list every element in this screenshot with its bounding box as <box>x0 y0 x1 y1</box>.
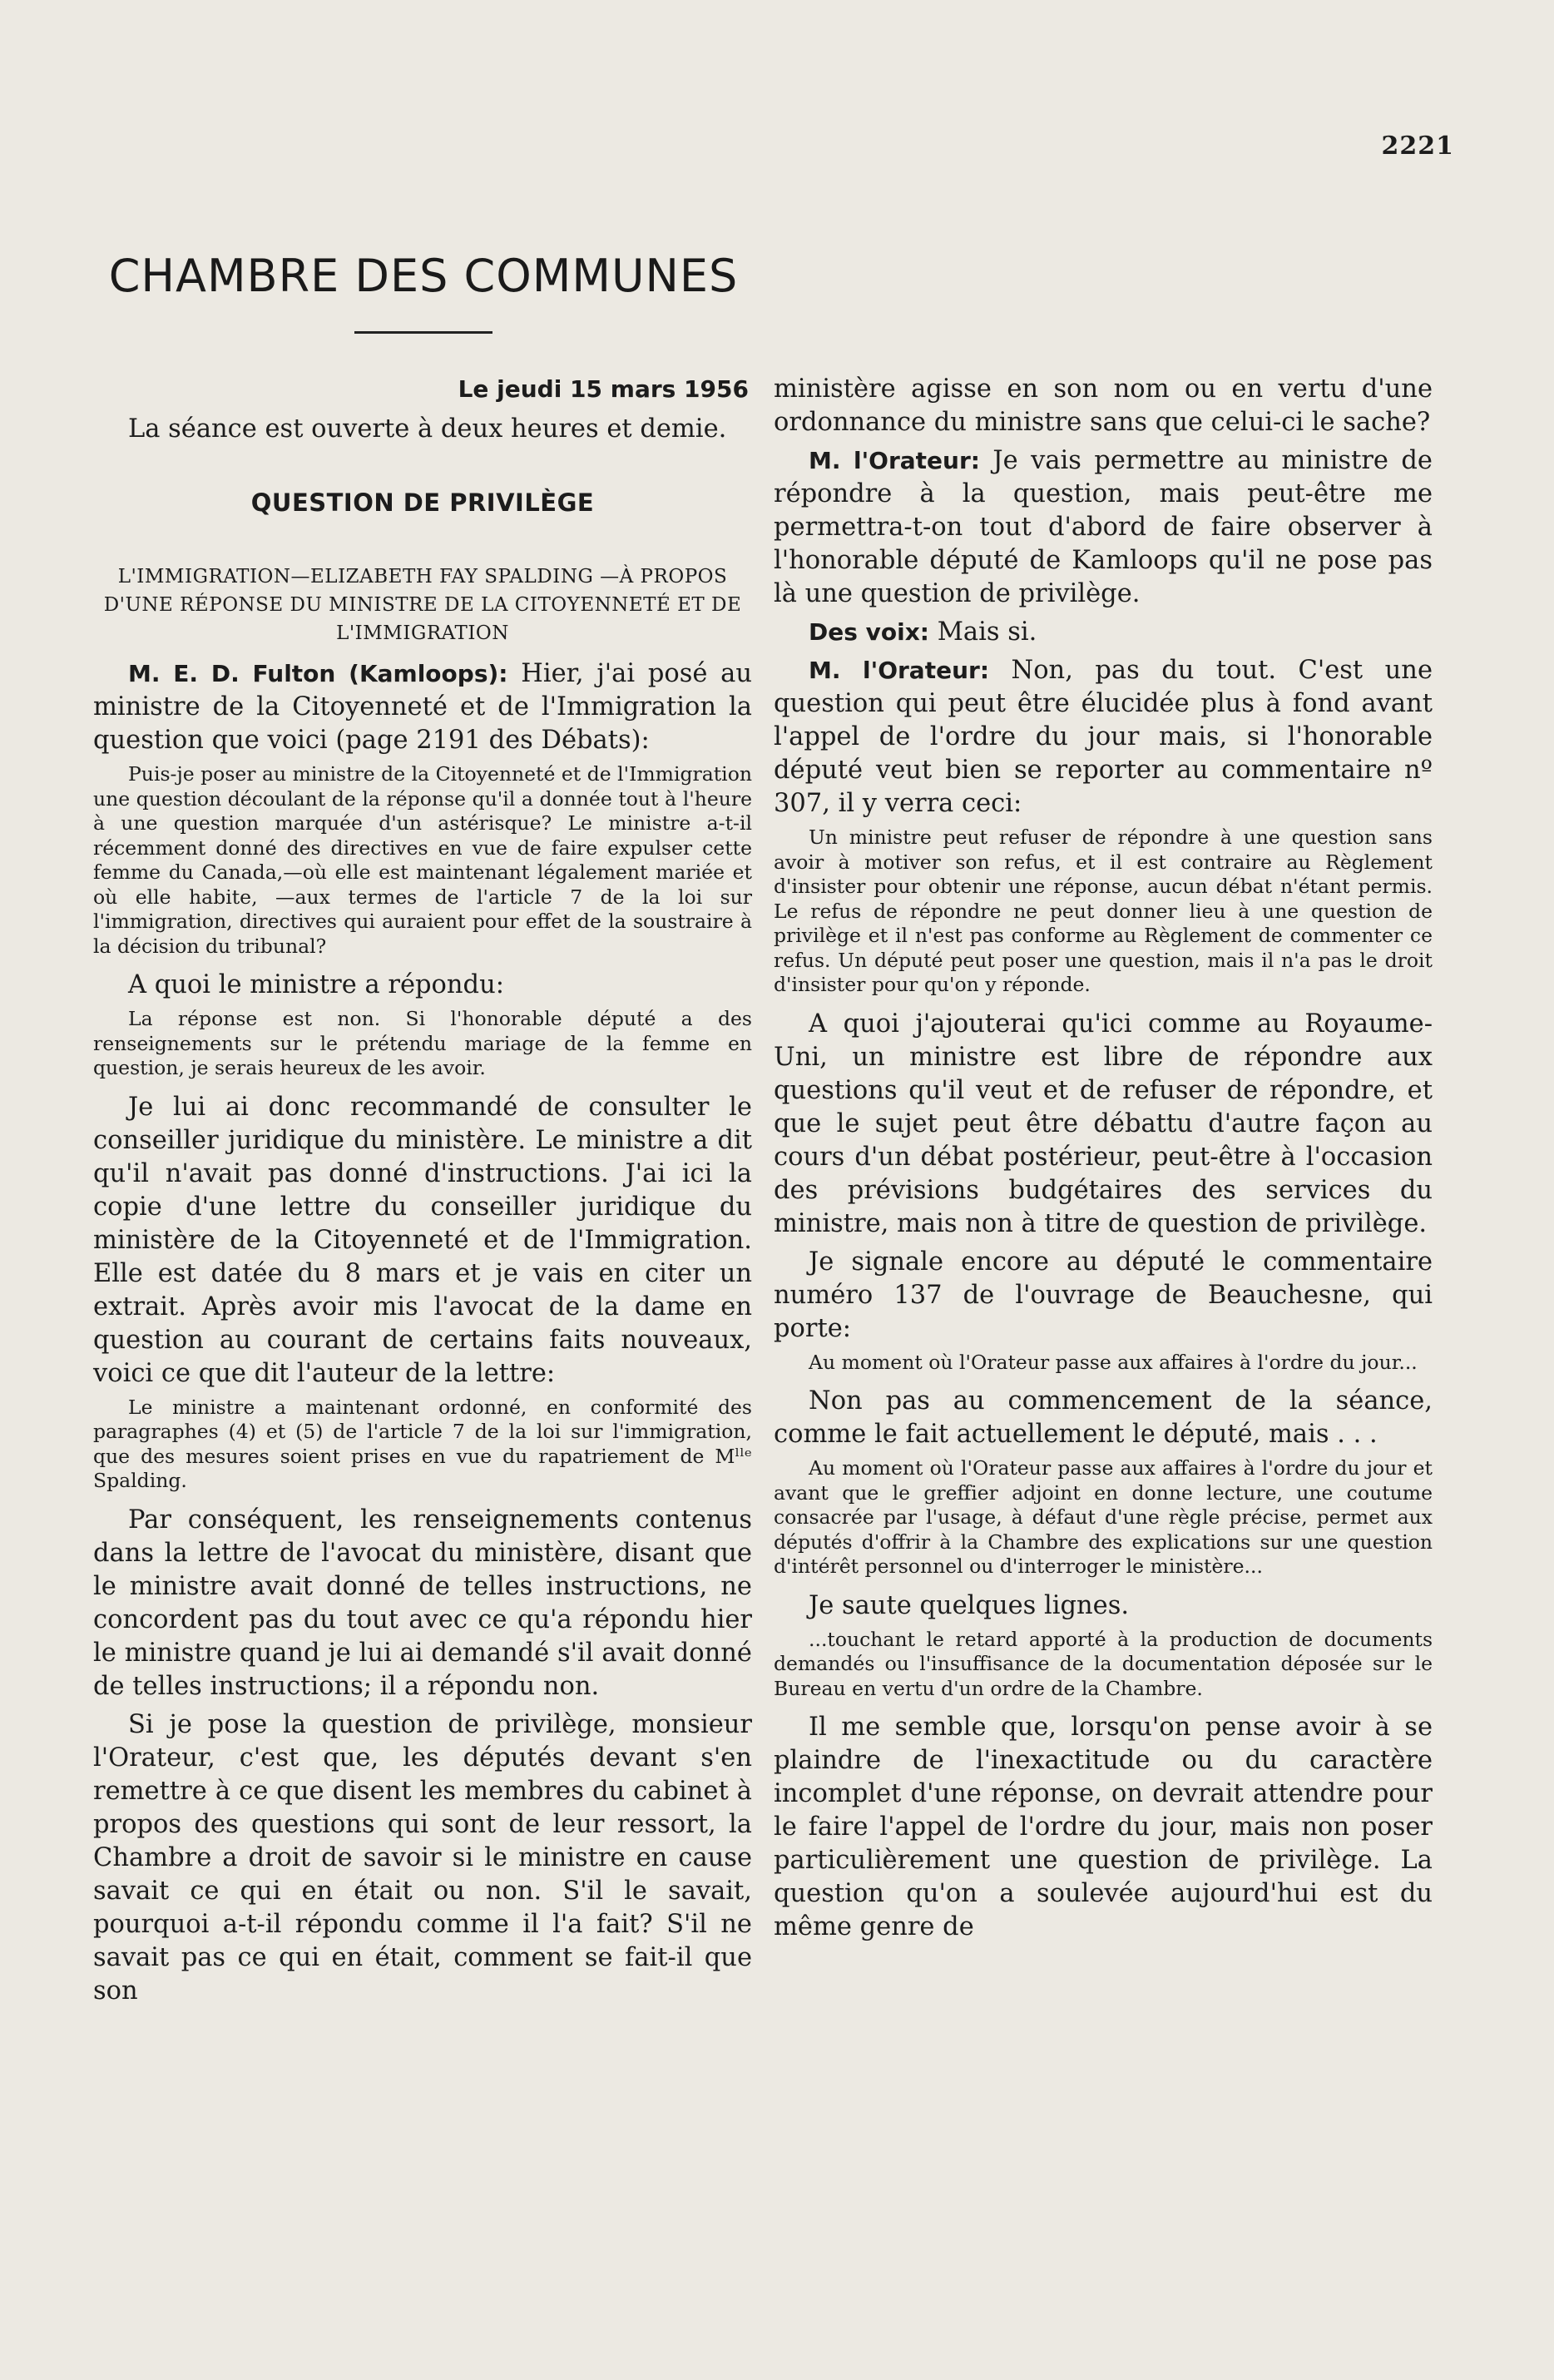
quoted-text: La réponse est non. Si l'honorable député a des renseignements sur le prétendu mariage de la femme en question, je serais heureux de les avoir. <box>93 1007 752 1079</box>
paragraph: Si je pose la question de privilège, monsieur l'Orateur, c'est que, les députés devant s'en remettre à ce que disent les membres du cabinet à propos des questions qui sont de leur ressort, la Chambre a droit de savoir si le ministre en cause savait ce qui en était ou non. S'il le savait, pourquoi a-t-il répondu comme il l'a fait? S'il ne savait pas ce qui en était, comment se fait-il que son <box>93 1709 752 2006</box>
paragraph: Je saute quelques lignes. <box>809 1590 1130 1620</box>
quoted-text: Au moment où l'Orateur passe aux affaires à l'ordre du jour et avant que le greffier adjoint en donne lecture, une coutume consacrée par l'usage, à défaut d'une règle précise, permet aux députés d'offrir à la Chambre des explications sur une question d'intérêt personnel ou d'interroger le ministère... <box>774 1456 1433 1578</box>
right-column <box>774 373 1433 1949</box>
paragraph-text: Non, pas du tout. C'est une question qui peut être élucidée plus à fond avant l'appel de l'ordre du jour mais, si l'honorable député veut bien se reporter au commentaire nº 307, il y verra ceci: <box>774 656 1433 818</box>
paragraph: Je lui ai donc recommandé de consulter le conseiller juridique du ministère. Le ministre a dit qu'il n'avait pas donné d'instructions. J'ai ici la copie d'une lettre du conseiller juridique du ministère de la Citoyenneté et de l'Immigration. Elle est datée du 8 mars et je vais en citer un extrait. Après avoir mis l'avocat de la dame en question au courant de certains faits nouveaux, voici ce que dit l'auteur de la lettre: <box>93 1092 752 1388</box>
quoted-text: ...touchant le retard apporté à la production de documents demandés ou l'insuffisance de la documentation déposée sur le Bureau en vertu d'un ordre de la Chambre. <box>774 1627 1433 1700</box>
quoted-text: Un ministre peut refuser de répondre à une question sans avoir à motiver son refus, et il est contraire au Règlement d'insister pour obtenir une réponse, aucun débat n'étant permis. Le refus de répondre ne peut donner lieu à une question de privilège et il n'est pas conforme au Règlement de commenter ce refus. Un député peut poser une question, mais il n'a pas le droit d'insister pour qu'on y réponde. <box>774 826 1433 996</box>
sitting-date: Le jeudi 15 mars 1956 <box>458 375 749 403</box>
paragraph-text: Je vais permettre au ministre de répondre à la question, mais peut-être me permettra-t-on tout d'abord de faire observer à l'honorable député de Kamloops qu'il ne pose pas là une question de privilège. <box>774 446 1433 608</box>
paragraph-text: Hier, j'ai posé au ministre de la Citoyenneté et de l'Immigration la question que voici (page 2191 des Débats): <box>93 659 753 755</box>
paragraph-text: Mais si. <box>937 617 1037 647</box>
left-column <box>93 373 752 2013</box>
sub-heading: L'IMMIGRATION—ELIZABETH FAY SPALDING —À PROPOS D'UNE RÉPONSE DU MINISTRE DE LA CITOYENNETÉ ET DE L'IMMIGRATION <box>103 566 742 644</box>
paragraph <box>774 616 1433 649</box>
speaker-name: M. l'Orateur: <box>809 657 990 684</box>
paragraph: ministère agisse en son nom ou en vertu d'une ordonnance du ministre sans que celui-ci le sache? <box>774 374 1433 437</box>
page-number: 2221 <box>1381 131 1454 161</box>
paragraph: A quoi j'ajouterai qu'ici comme au Royaume-Uni, un ministre est libre de répondre aux questions qu'il veut et de refuser de répondre, et que le sujet peut être débattu d'autre façon au cours d'un débat postérieur, peut-être à l'occasion des prévisions budgétaires des services du ministre, mais non à titre de question de privilège. <box>774 1009 1433 1238</box>
paragraph <box>93 657 752 757</box>
paragraph: Par conséquent, les renseignements contenus dans la lettre de l'avocat du ministère, disant que le ministre avait donné de telles instructions, ne concordent pas du tout avec ce qu'a répondu hier le ministre quand je lui ai demandé s'il avait donné de telles instructions; il a répondu non. <box>93 1505 752 1701</box>
paragraph: A quoi le ministre a répondu: <box>128 970 504 999</box>
quoted-text: Au moment où l'Orateur passe aux affaires à l'ordre du jour... <box>809 1350 1418 1374</box>
paragraph <box>774 654 1433 821</box>
paragraph: Il me semble que, lorsqu'on pense avoir à se plaindre de l'inexactitude ou du caractère incomplet d'une réponse, on devrait attendre pour le faire l'appel de l'ordre du jour, mais non poser particulièrement une question de privilège. La question qu'on a soulevée aujourd'hui est du même genre de <box>774 1713 1433 1941</box>
speaker-name: Des voix: <box>809 618 929 646</box>
opening-paragraph: La séance est ouverte à deux heures et demie. <box>128 414 727 444</box>
page-title: CHAMBRE DES COMMUNES <box>108 250 739 302</box>
section-heading: QUESTION DE PRIVILÈGE <box>250 488 595 517</box>
speaker-name: M. l'Orateur: <box>809 447 980 474</box>
paragraph: Je signale encore au député le commentaire numéro 137 de l'ouvrage de Beauchesne, qui porte: <box>774 1247 1433 1343</box>
quoted-text: Puis-je poser au ministre de la Citoyenneté et de l'Immigration une question découlant de la réponse qu'il a donnée tout à l'heure à une question marquée d'un astérisque? Le ministre a-t-il récemment donné des directives en vue de faire expulser cette femme du Canada,—où elle est maintenant légalement mariée et où elle habite, —aux termes de l'article 7 de la loi sur l'immigration, directives qui auraient pour effet de la soustraire à la décision du tribunal? <box>93 762 752 958</box>
title-divider <box>354 331 492 334</box>
speaker-name: M. E. D. Fulton (Kamloops): <box>128 660 508 687</box>
paragraph <box>774 444 1433 611</box>
paragraph: Non pas au commencement de la séance, comme le fait actuellement le député, mais . . . <box>774 1386 1433 1449</box>
quoted-text: Le ministre a maintenant ordonné, en conformité des paragraphes (4) et (5) de l'article 7 de la loi sur l'immigration, que des mesures soient prises en vue du rapatriement de Mˡˡᵉ Spalding. <box>93 1395 752 1492</box>
